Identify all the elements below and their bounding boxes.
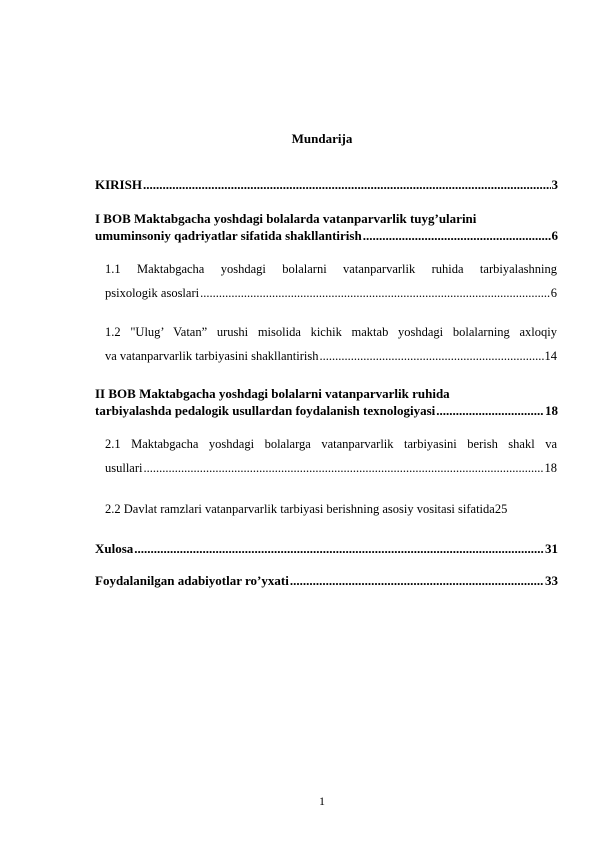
toc-entry-label: Xulosa — [95, 541, 134, 556]
toc-entry-chapter-2[interactable] — [95, 385, 558, 419]
dot-leader — [363, 227, 551, 244]
toc-entry-chapter-1[interactable] — [95, 210, 558, 244]
toc-entry-label-line1: 2.1 Maktabgacha yoshdagi bolalarga vatanparvarlik tarbiyasini berish shakl va — [105, 437, 557, 451]
toc-entry-section-1-2[interactable] — [105, 320, 557, 368]
page-number: 1 — [319, 794, 325, 808]
toc-page-number: 6 — [551, 228, 558, 243]
dot-leader — [290, 572, 544, 589]
toc-page-number: 18 — [544, 461, 557, 475]
toc-entry-label-line1: 1.2 "Ulug’ Vatan” urushi misolida kichik maktab yoshdagi bolalarning axloqiy — [105, 325, 557, 339]
toc-page-number: 25 — [494, 502, 508, 516]
dot-leader — [200, 281, 550, 305]
toc-entry-label-line1: II BOB Maktabgacha yoshdagi bolalarni vatanparvarlik ruhida — [95, 386, 450, 401]
toc-entry-label-line2: psixologik asoslari — [105, 286, 200, 300]
dot-leader — [144, 456, 544, 480]
toc-entry-section-1-1[interactable] — [105, 257, 557, 305]
toc-entry-label: Foydalanilgan adabiyotlar ro’yxati — [95, 573, 289, 588]
dot-leader — [143, 176, 551, 193]
toc-entry-label: 2.2 Davlat ramzlari vatanparvarlik tarbiyasi berishning asosiy vositasi sifatida — [105, 502, 495, 516]
toc-entry-section-2-1[interactable] — [105, 432, 557, 480]
dot-leader — [319, 344, 543, 368]
toc-entry-bibliography[interactable] — [95, 572, 558, 589]
toc-title: Mundarija — [291, 131, 353, 146]
toc-entry-section-2-2[interactable] — [105, 497, 557, 521]
toc-entry-label-line2: usullari — [105, 461, 143, 475]
toc-page-number: 14 — [544, 349, 557, 363]
toc-entry-label-line1: 1.1 Maktabgacha yoshdagi bolalarni vatanparvarlik ruhida tarbiyalashning — [105, 262, 557, 276]
toc-page-number: 18 — [545, 403, 558, 418]
toc-entry-label-line2: va vatanparvarlik tarbiyasini shakllantirish — [105, 349, 319, 363]
toc-entry-label-line2: umuminsoniy qadriyatlar sifatida shakllantirish — [95, 228, 362, 243]
toc-entry-label-line1: I BOB Maktabgacha yoshdagi bolalarda vatanparvarlik tuyg’ularini — [95, 211, 477, 226]
toc-page-number: 31 — [545, 541, 558, 556]
dot-leader — [134, 540, 544, 557]
toc-page-number: 33 — [545, 573, 558, 588]
toc-entry-xulosa[interactable] — [95, 540, 558, 557]
toc-entry-label-line2: tarbiyalashda pedalogik usullardan foydalanish texnologiyasi — [95, 403, 436, 418]
dot-leader — [436, 402, 544, 419]
toc-page-number: 6 — [550, 286, 557, 300]
toc-entry-label: KIRISH — [95, 177, 142, 192]
toc-page-number: 3 — [551, 177, 558, 192]
toc-entry-kirish[interactable] — [95, 176, 558, 193]
